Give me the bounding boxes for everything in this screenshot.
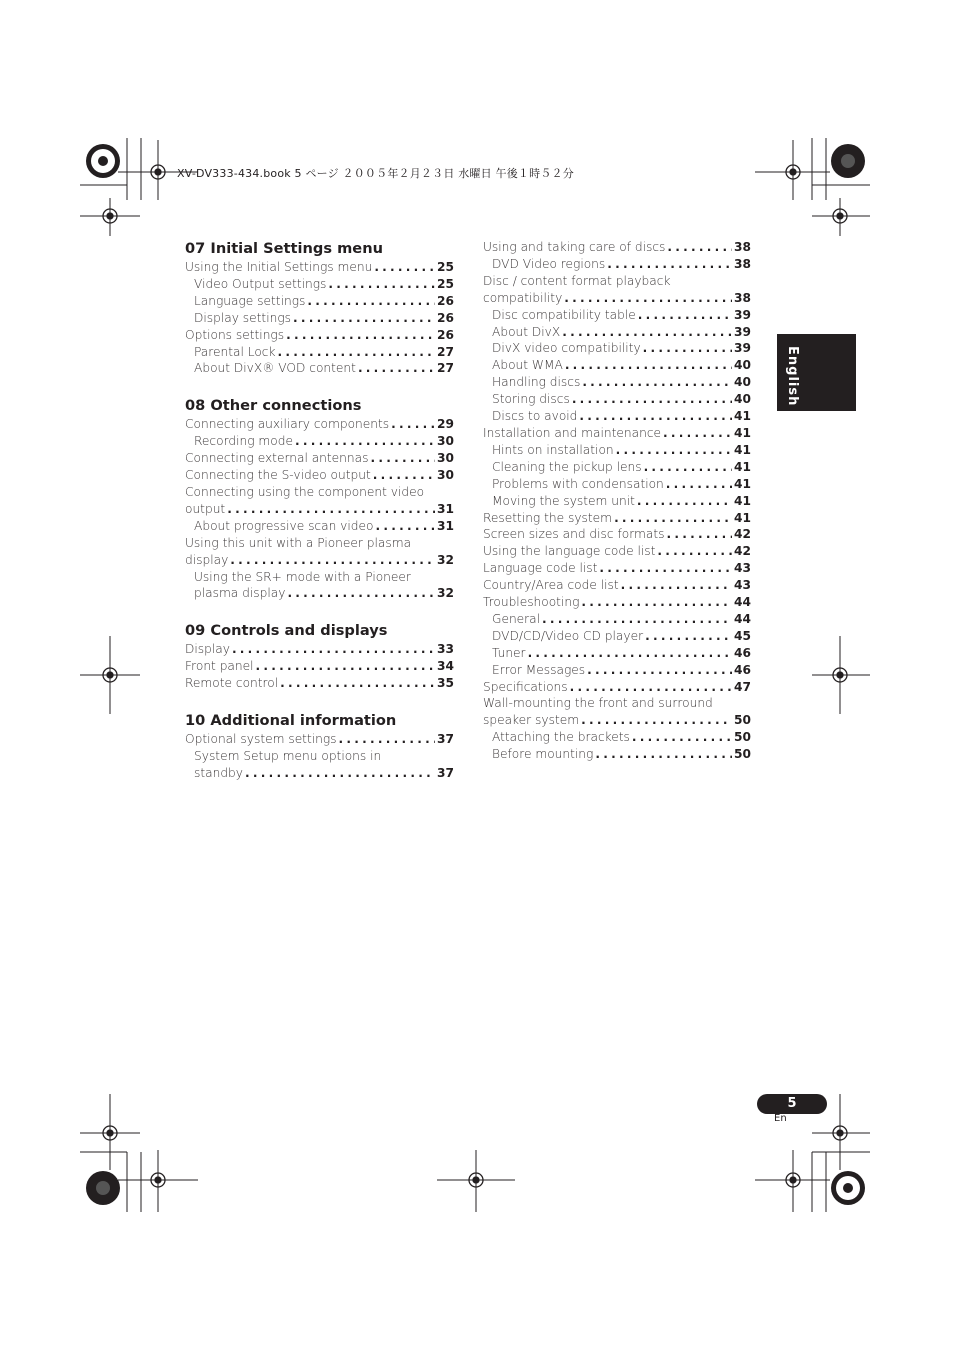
- toc-entry-page: 41: [734, 510, 751, 525]
- dot-leader: [572, 391, 732, 408]
- toc-entry-page: 40: [734, 375, 751, 390]
- dot-leader: [256, 658, 436, 675]
- toc-entry-page: 45: [734, 628, 751, 643]
- dot-leader: [645, 628, 732, 645]
- toc-entry-label: Display settings: [194, 310, 291, 325]
- dot-leader: [370, 450, 435, 467]
- dot-leader: [287, 585, 435, 602]
- dot-leader: [374, 259, 435, 276]
- toc-left-column: [185, 239, 454, 801]
- dot-leader: [582, 374, 732, 391]
- toc-entry-label: Troubleshooting: [483, 595, 580, 610]
- toc-entry: [483, 510, 751, 527]
- dot-leader: [307, 293, 435, 310]
- language-tab: [777, 334, 856, 411]
- toc-entry: [483, 307, 751, 324]
- toc-entry-label: Wall-mounting the front and surround: [483, 696, 713, 711]
- toc-entry-page: 46: [734, 662, 751, 677]
- toc-section: [185, 621, 454, 692]
- toc-entry-page: 27: [437, 361, 454, 376]
- toc-entry: [483, 543, 751, 560]
- dot-leader: [643, 340, 732, 357]
- toc-entry-label: Problems with condensation: [492, 476, 664, 491]
- dot-leader: [632, 729, 732, 746]
- toc-section: [185, 396, 454, 602]
- toc-entry-label-continued: display: [185, 552, 229, 567]
- toc-entry: [185, 293, 454, 310]
- dot-leader: [616, 442, 732, 459]
- starburst-icon: [86, 144, 120, 178]
- file-header: XV-DV333-434.book 5 ページ ２００５年２月２３日 水曜日 午後１時５２分: [177, 167, 574, 180]
- toc-entry-label: Hints on installation: [492, 442, 614, 457]
- toc-entry-label: Country/Area code list: [483, 578, 619, 593]
- toc-entry: [483, 560, 751, 577]
- toc-section: [185, 711, 454, 782]
- toc-entry-page: 43: [734, 578, 751, 593]
- dot-leader: [562, 324, 732, 341]
- dot-leader: [581, 712, 732, 729]
- toc-entry-label: Screen sizes and disc formats: [483, 527, 665, 542]
- toc-entry: [185, 675, 454, 692]
- toc-entry: [185, 276, 454, 293]
- dot-leader: [581, 594, 732, 611]
- toc-entry-page: 39: [734, 341, 751, 356]
- toc-entry-page: 33: [437, 642, 454, 657]
- toc-entry-label: Optional system settings: [185, 732, 337, 747]
- toc-entry-label: Display: [185, 642, 230, 657]
- toc-entry-label: Language settings: [194, 293, 306, 308]
- dot-leader: [358, 360, 435, 377]
- dot-leader: [286, 327, 435, 344]
- dot-leader: [579, 408, 732, 425]
- dot-leader: [614, 510, 732, 527]
- toc-entry-label: Front panel: [185, 659, 254, 674]
- dot-leader: [280, 675, 435, 692]
- toc-entry: [185, 518, 454, 535]
- toc-entry-page: 27: [437, 344, 454, 359]
- toc-entry-page: 30: [437, 451, 454, 466]
- dot-leader: [621, 577, 732, 594]
- toc-entry-page: 41: [734, 442, 751, 457]
- toc-entry: [483, 324, 751, 341]
- toc-entry-page: 40: [734, 358, 751, 373]
- toc-entry-page: 31: [437, 518, 454, 533]
- toc-entry: [483, 476, 751, 493]
- toc-entry-label: About WMA: [492, 358, 563, 373]
- toc-entry: [483, 239, 751, 256]
- dot-leader: [587, 662, 732, 679]
- toc-entry-label-continued: plasma display: [194, 586, 286, 601]
- section-heading: 10 Additional information: [185, 712, 397, 730]
- toc-entry-page: 41: [734, 459, 751, 474]
- toc-entry-label: Connecting the S-video output: [185, 468, 371, 483]
- toc-entry-page: 41: [734, 493, 751, 508]
- dot-leader: [293, 310, 435, 327]
- toc-entry-label: Using and taking care of discs: [483, 240, 666, 254]
- dot-leader: [657, 543, 732, 560]
- toc-entry: [185, 658, 454, 675]
- page-number: 5: [757, 1094, 827, 1114]
- toc-entry-page: 34: [437, 659, 454, 674]
- dot-leader: [667, 526, 733, 543]
- toc-entry: [483, 340, 751, 357]
- dot-leader: [295, 433, 435, 450]
- toc-entry: [483, 526, 751, 543]
- dot-leader: [373, 467, 435, 484]
- toc-entry: [483, 594, 751, 611]
- toc-entry-label: DVD Video regions: [492, 256, 606, 271]
- toc-entry-label: DVD/CD/Video CD player: [492, 628, 644, 643]
- dot-leader: [564, 290, 732, 307]
- toc-entry-page: 50: [734, 730, 751, 745]
- toc-entry: [185, 416, 454, 433]
- toc-entry-page: 50: [734, 713, 751, 728]
- section-heading: 09 Controls and displays: [185, 622, 388, 640]
- toc-entry-label: Connecting using the component video: [185, 484, 425, 499]
- toc-entry-label: DivX video compatibility: [492, 341, 641, 356]
- dot-leader: [528, 645, 732, 662]
- toc-entry: [483, 679, 751, 696]
- dot-leader: [663, 425, 732, 442]
- toc-entry-label: About progressive scan video: [194, 518, 374, 533]
- dot-leader: [607, 256, 732, 273]
- toc-entry-label: Connecting auxiliary components: [185, 417, 390, 432]
- toc-entry-page: 32: [437, 552, 454, 567]
- toc-entry-page: 30: [437, 434, 454, 449]
- toc-entry: [185, 484, 454, 518]
- toc-entry-page: 41: [734, 409, 751, 424]
- toc-entry: [185, 641, 454, 658]
- toc-entry: [483, 374, 751, 391]
- toc-entry: [185, 310, 454, 327]
- toc-entry-page: 25: [437, 260, 454, 274]
- toc-entry-page: 37: [437, 732, 454, 747]
- dot-leader: [570, 679, 732, 696]
- dot-leader: [232, 641, 435, 658]
- toc-entry-page: 43: [734, 561, 751, 576]
- toc-entry-label: About DivX: [492, 324, 561, 339]
- dot-leader: [638, 307, 732, 324]
- toc-entry-page: 35: [437, 676, 454, 691]
- toc-entry-label: Using the Initial Settings menu: [185, 260, 373, 274]
- toc-entry-page: 31: [437, 501, 454, 516]
- toc-entry-label: Using the language code list: [483, 544, 656, 559]
- toc-entry-label: Remote control: [185, 676, 279, 691]
- dot-leader: [339, 731, 436, 748]
- toc-entry-page: 30: [437, 468, 454, 483]
- toc-entry-label-continued: speaker system: [483, 713, 580, 728]
- toc-entry-label: Recording mode: [194, 434, 293, 449]
- toc-entry-page: 38: [734, 256, 751, 271]
- toc-entry-page: 47: [734, 679, 751, 694]
- toc-entry: [483, 577, 751, 594]
- starburst-icon: [86, 1171, 120, 1205]
- toc-entry: [483, 357, 751, 374]
- toc-entry-page: 38: [734, 240, 751, 254]
- toc-entry-page: 29: [437, 417, 454, 432]
- toc-entry-page: 26: [437, 310, 454, 325]
- toc-right-column: [483, 239, 751, 763]
- toc-entry: [185, 450, 454, 467]
- toc-entry: [483, 273, 751, 307]
- toc-entry: [483, 442, 751, 459]
- toc-entry-page: 38: [734, 290, 751, 305]
- toc-entry: [483, 611, 751, 628]
- toc-entry-label: Using this unit with a Pioneer plasma: [185, 535, 412, 550]
- toc-entry: [483, 408, 751, 425]
- toc-section: [185, 239, 454, 377]
- toc-entry-page: 42: [734, 527, 751, 542]
- toc-entry-page: 37: [437, 765, 454, 780]
- toc-entry-page: 44: [734, 595, 751, 610]
- toc-entry-label: Using the SR+ mode with a Pioneer: [194, 569, 411, 584]
- toc-entry-label: About DivX® VOD content: [194, 361, 356, 376]
- toc-entry: [483, 695, 751, 729]
- dot-leader: [637, 493, 732, 510]
- toc-entry-label: Resetting the system: [483, 510, 613, 525]
- section-heading: 08 Other connections: [185, 397, 362, 415]
- toc-entry-label: Discs to avoid: [492, 409, 578, 424]
- toc-entry-label: Moving the system unit: [492, 493, 635, 508]
- toc-entry-label: Parental Lock: [194, 344, 276, 359]
- toc-entry: [185, 569, 454, 603]
- dot-leader: [278, 344, 435, 361]
- toc-entry: [185, 748, 454, 782]
- toc-entry-label: System Setup menu options in: [194, 748, 382, 763]
- toc-entry: [483, 391, 751, 408]
- dot-leader: [375, 518, 435, 535]
- dot-leader: [667, 239, 732, 256]
- toc-entry-page: 40: [734, 392, 751, 407]
- toc-entry-page: 39: [734, 324, 751, 339]
- toc-entry-label-continued: compatibility: [483, 290, 563, 305]
- dot-leader: [245, 765, 435, 782]
- toc-entry: [483, 425, 751, 442]
- toc-entry-label: Options settings: [185, 327, 285, 342]
- toc-entry-label: Before mounting: [492, 747, 594, 762]
- toc-entry: [483, 628, 751, 645]
- toc-entry-label-continued: output: [185, 501, 226, 516]
- toc-entry-page: 39: [734, 307, 751, 322]
- toc-entry-label: Connecting external antennas: [185, 451, 369, 466]
- starburst-icon: [831, 1171, 865, 1205]
- toc-entry: [185, 433, 454, 450]
- toc-entry-page: 44: [734, 611, 751, 626]
- toc-entry-page: 42: [734, 544, 751, 559]
- toc-entry: [185, 344, 454, 361]
- language-tab-label: English: [785, 346, 800, 407]
- toc-entry: [483, 493, 751, 510]
- dot-leader: [230, 552, 435, 569]
- toc-entry-label: Attaching the brackets: [492, 730, 630, 745]
- dot-leader: [391, 416, 435, 433]
- toc-entry-label: Disc / content format playback: [483, 273, 671, 288]
- toc-entry: [483, 256, 751, 273]
- toc-entry-page: 41: [734, 425, 751, 440]
- toc-entry: [483, 746, 751, 763]
- toc-entry: [185, 535, 454, 569]
- toc-entry: [185, 360, 454, 377]
- toc-entry-label: Storing discs: [492, 392, 570, 407]
- toc-entry-page: 32: [437, 586, 454, 601]
- toc-entry-label: Installation and maintenance: [483, 425, 662, 440]
- dot-leader: [227, 501, 435, 518]
- dot-leader: [666, 476, 732, 493]
- toc-entry-label: Error Messages: [492, 662, 586, 677]
- toc-entry: [185, 259, 454, 276]
- toc-entry: [483, 729, 751, 746]
- toc-entry: [483, 459, 751, 476]
- toc-entry-label: Disc compatibility table: [492, 307, 636, 322]
- toc-entry-page: 26: [437, 327, 454, 342]
- starburst-icon: [831, 144, 865, 178]
- toc-entry-label: Tuner: [492, 645, 526, 660]
- page-language-code: En: [774, 1113, 787, 1124]
- toc-entry-page: 25: [437, 276, 454, 291]
- toc-entry-label: General: [492, 611, 541, 626]
- toc-entry-page: 50: [734, 747, 751, 762]
- toc-entry-label: Handling discs: [492, 375, 581, 390]
- toc-entry-page: 46: [734, 645, 751, 660]
- dot-leader: [595, 746, 732, 763]
- toc-entry-label: Language code list: [483, 561, 598, 576]
- section-heading: 07 Initial Settings menu: [185, 240, 383, 257]
- dot-leader: [328, 276, 435, 293]
- toc-entry: [185, 467, 454, 484]
- toc-entry: [185, 327, 454, 344]
- toc-entry-label: Cleaning the pickup lens: [492, 459, 642, 474]
- toc-entry-page: 41: [734, 476, 751, 491]
- toc-entry-label: Video Output settings: [194, 276, 327, 291]
- dot-leader: [565, 357, 732, 374]
- toc-entry: [483, 645, 751, 662]
- dot-leader: [599, 560, 732, 577]
- toc-entry: [483, 662, 751, 679]
- dot-leader: [644, 459, 732, 476]
- dot-leader: [542, 611, 732, 628]
- toc-entry-label-continued: standby: [194, 765, 244, 780]
- toc-entry-label: Specifications: [483, 679, 568, 694]
- toc-entry-page: 26: [437, 293, 454, 308]
- toc-entry: [185, 731, 454, 748]
